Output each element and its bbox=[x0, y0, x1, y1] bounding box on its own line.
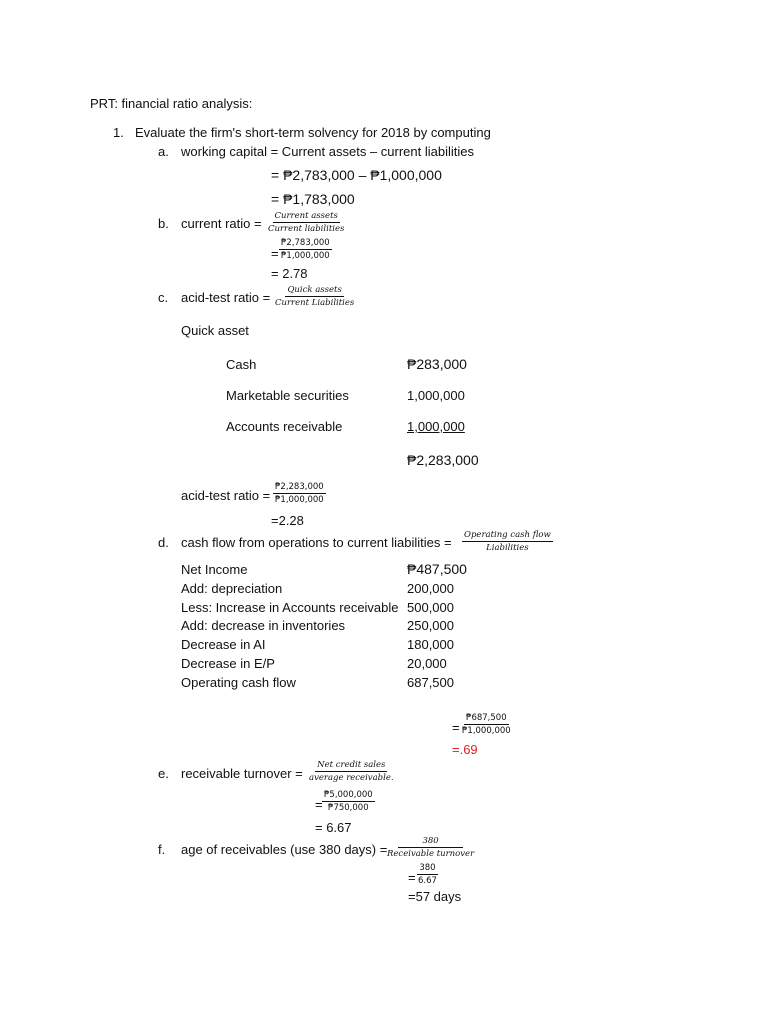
equals-sign: = bbox=[452, 720, 460, 735]
item-d-formula bbox=[462, 530, 553, 553]
item-c-numeric bbox=[273, 482, 326, 505]
item-f-formula bbox=[385, 836, 476, 859]
item-b-label: b. bbox=[158, 216, 169, 231]
cash-flow-row-label: Less: Increase in Accounts receivable bbox=[181, 600, 399, 615]
formula-denominator: Receivable turnover bbox=[387, 849, 475, 859]
question-number: 1. bbox=[113, 125, 124, 140]
cash-flow-row-value: 687,500 bbox=[407, 675, 454, 690]
item-a-line1: = ₱2,783,000 – ₱1,000,000 bbox=[271, 167, 442, 183]
numeric-denominator: ₱1,000,000 bbox=[462, 726, 511, 736]
equals-sign: = bbox=[408, 870, 416, 885]
document-title: PRT: financial ratio analysis: bbox=[90, 96, 253, 111]
formula-numerator: Net credit sales bbox=[317, 760, 386, 770]
cash-flow-row-value: 200,000 bbox=[407, 581, 454, 596]
item-b-numeric bbox=[279, 238, 332, 261]
item-e-result: = 6.67 bbox=[315, 820, 352, 835]
quick-asset-value: ₱283,000 bbox=[407, 356, 467, 372]
question-text: Evaluate the firm's short-term solvency for 2018 by computing bbox=[135, 125, 491, 140]
quick-asset-value: 1,000,000 bbox=[407, 388, 465, 403]
numeric-denominator: ₱1,000,000 bbox=[275, 495, 324, 505]
cash-flow-row-label: Operating cash flow bbox=[181, 675, 296, 690]
item-b-result: = 2.78 bbox=[271, 266, 308, 281]
formula-denominator: Current liabilities bbox=[268, 224, 345, 234]
numeric-denominator: 6.67 bbox=[418, 876, 437, 886]
item-b-text: current ratio = bbox=[181, 216, 262, 231]
formula-numerator: Quick assets bbox=[287, 285, 342, 295]
formula-numerator: 380 bbox=[398, 836, 462, 848]
item-c-result: =2.28 bbox=[271, 513, 304, 528]
formula-numerator: Current assets bbox=[274, 211, 338, 221]
item-f-label: f. bbox=[158, 842, 166, 857]
item-c-label: c. bbox=[158, 290, 169, 305]
item-f-result: =57 days bbox=[408, 889, 462, 904]
cash-flow-row-value: 250,000 bbox=[407, 618, 454, 633]
item-e-text: receivable turnover = bbox=[181, 766, 303, 781]
cash-flow-row-value: 500,000 bbox=[407, 600, 454, 615]
item-e-label: e. bbox=[158, 766, 169, 781]
formula-numerator: Operating cash flow bbox=[464, 530, 551, 540]
cash-flow-row-value: 20,000 bbox=[407, 656, 447, 671]
item-d-numeric bbox=[460, 713, 513, 736]
numeric-denominator: ₱750,000 bbox=[328, 803, 369, 813]
quick-asset-label: Cash bbox=[226, 357, 257, 372]
cash-flow-row-value: 180,000 bbox=[407, 637, 454, 652]
item-b-formula bbox=[266, 211, 346, 234]
numeric-numerator: ₱5,000,000 bbox=[324, 790, 373, 800]
item-e-numeric bbox=[322, 790, 375, 813]
equals-sign: = bbox=[271, 246, 279, 261]
numeric-numerator: ₱2,283,000 bbox=[275, 482, 324, 492]
quick-asset-label: Accounts receivable bbox=[226, 419, 343, 434]
cash-flow-row-label: Add: depreciation bbox=[181, 581, 283, 596]
formula-denominator: Current Liabilities bbox=[275, 298, 355, 308]
formula-denominator: Liabilities bbox=[486, 543, 529, 553]
item-d-label: d. bbox=[158, 535, 169, 550]
numeric-denominator: ₱1,000,000 bbox=[281, 251, 330, 261]
item-c-text: acid-test ratio = bbox=[181, 290, 271, 305]
numeric-numerator: 380 bbox=[419, 863, 436, 873]
cash-flow-row-label: Add: decrease in inventories bbox=[181, 618, 346, 633]
numeric-numerator: ₱687,500 bbox=[466, 713, 507, 723]
quick-asset-heading: Quick asset bbox=[181, 323, 249, 338]
item-f-numeric bbox=[416, 863, 439, 886]
item-a-label: a. bbox=[158, 144, 169, 159]
numeric-numerator: ₱2,783,000 bbox=[281, 238, 330, 248]
cash-flow-row-label: Net Income bbox=[181, 562, 248, 577]
item-f-text: age of receivables (use 380 days) = bbox=[181, 842, 388, 857]
cash-flow-row-label: Decrease in AI bbox=[181, 637, 266, 652]
formula-denominator: average receivable. bbox=[309, 773, 394, 783]
item-a-text: working capital = Current assets – current liabilities bbox=[181, 144, 474, 159]
item-e-formula bbox=[307, 760, 396, 783]
item-a-line2: = ₱1,783,000 bbox=[271, 191, 355, 207]
acid-test-calc-text: acid-test ratio = bbox=[181, 488, 271, 503]
quick-asset-value: 1,000,000 bbox=[407, 419, 465, 434]
equals-sign: = bbox=[315, 797, 323, 812]
item-d-result: =.69 bbox=[452, 742, 478, 757]
cash-flow-row-label: Decrease in E/P bbox=[181, 656, 275, 671]
quick-asset-label: Marketable securities bbox=[226, 388, 349, 403]
item-c-formula bbox=[273, 285, 356, 308]
item-d-text: cash flow from operations to current liabilities = bbox=[181, 535, 452, 550]
cash-flow-row-value: ₱487,500 bbox=[407, 561, 467, 577]
quick-asset-total: ₱2,283,000 bbox=[407, 452, 479, 468]
